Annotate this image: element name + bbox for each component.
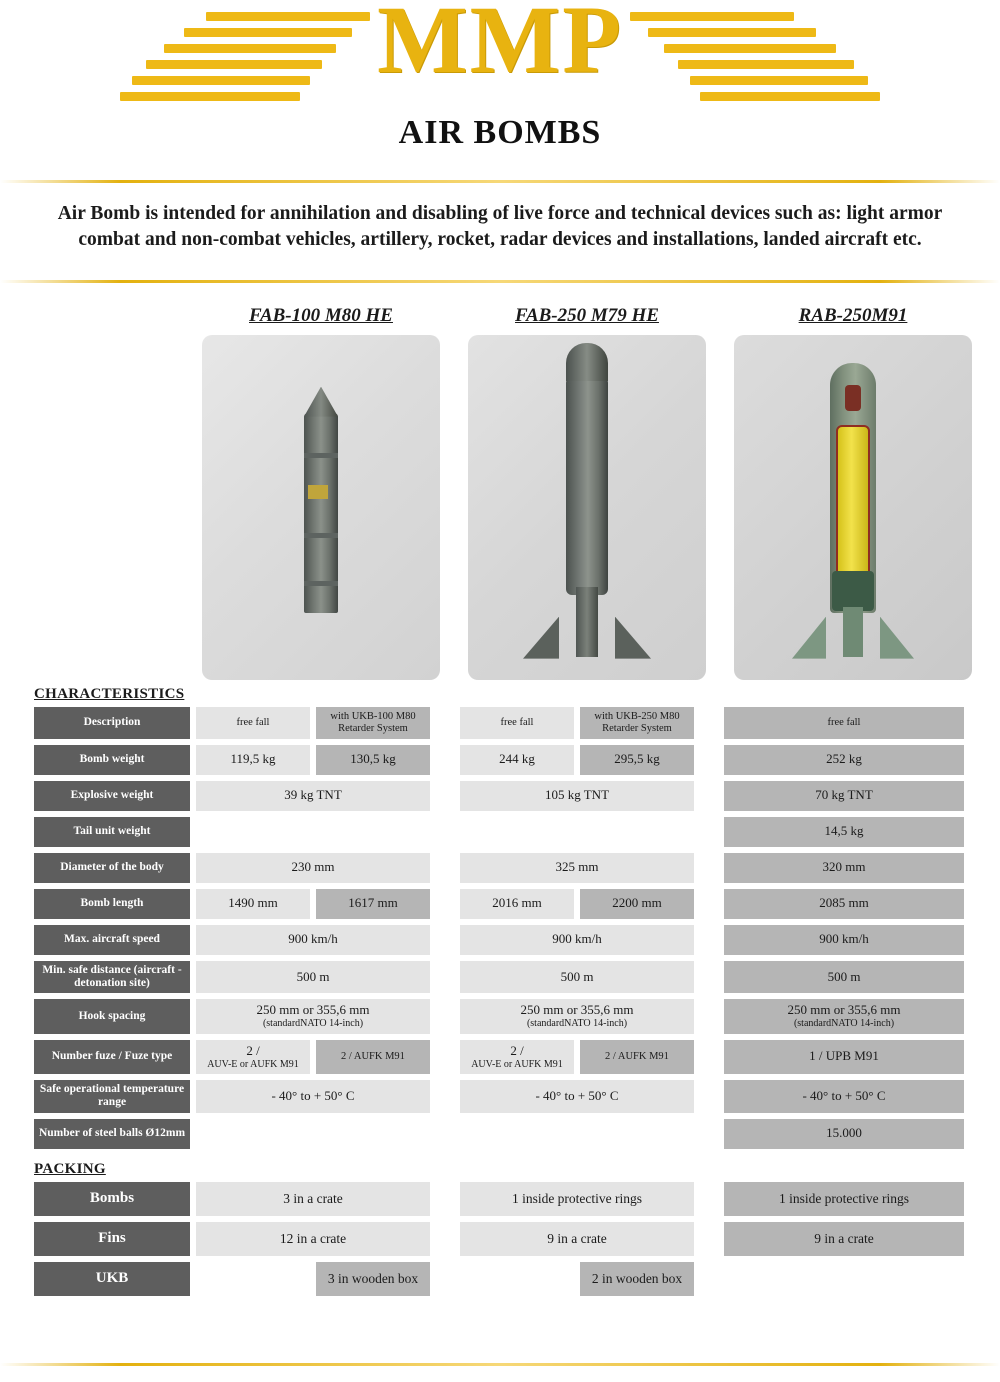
- table-row: [34, 745, 972, 775]
- row-label: UKB: [34, 1262, 190, 1296]
- cell-rab250-ukb-packing: [724, 1262, 964, 1296]
- row-label: Bomb weight: [34, 745, 190, 775]
- hook-value: 250 mm or 355,6 mm: [787, 1002, 901, 1018]
- product-photo-fab250: [468, 335, 706, 680]
- cell-rab250-explosive: 70 kg TNT: [724, 781, 964, 811]
- cell-rab250-temp: - 40° to + 50° C: [724, 1080, 964, 1112]
- cell-fab100-fuze-ukb: 2 / AUFK M91: [316, 1040, 430, 1074]
- logo-block: [0, 0, 1000, 110]
- cell-fab100-length-ukb: 1617 mm: [316, 889, 430, 919]
- product-rab250: [734, 305, 972, 680]
- table-row: [34, 817, 972, 847]
- cell-rab250-speed: 900 km/h: [724, 925, 964, 955]
- cell-fab250-ukb-packing: 2 in wooden box: [580, 1262, 694, 1296]
- cell-fab100-temp: - 40° to + 50° C: [196, 1080, 430, 1112]
- bomb-fin-left: [523, 617, 559, 659]
- cell-fab250-free-fall: free fall: [460, 707, 574, 739]
- cell-fab100-diameter: 230 mm: [196, 853, 430, 883]
- cell-fab250-fins-packing: 9 in a crate: [460, 1222, 694, 1256]
- intro-paragraph: Air Bomb is intended for annihilation and disabling of live force and technical devices such as: light armor combat and non-combat vehicles, artillery, rocket, radar devices and installations, landed aircraft etc.: [57, 203, 943, 251]
- cell-rab250-tail-weight: 14,5 kg: [724, 817, 964, 847]
- cell-fab250-weight-ukb: 295,5 kg: [580, 745, 694, 775]
- row-label: Bombs: [34, 1182, 190, 1216]
- cell-rab250-safe-distance: 500 m: [724, 961, 964, 993]
- cell-rab250-bombs-packing: 1 inside protective rings: [724, 1182, 964, 1216]
- cell-fab250-speed: 900 km/h: [460, 925, 694, 955]
- cell-rab250-free-fall: free fall: [724, 707, 964, 739]
- cell-rab250-diameter: 320 mm: [724, 853, 964, 883]
- cell-fab250-weight: 244 kg: [460, 745, 574, 775]
- row-label: Min. safe distance (aircraft - detonation site): [34, 961, 190, 993]
- hook-value: 250 mm or 355,6 mm: [520, 1002, 634, 1018]
- cell-fab100-speed: 900 km/h: [196, 925, 430, 955]
- table-row: [34, 889, 972, 919]
- table-row: [34, 1182, 972, 1216]
- product-photo-fab100: [202, 335, 440, 680]
- cell-fab250-safe-distance: 500 m: [460, 961, 694, 993]
- table-row: [34, 853, 972, 883]
- cell-fab100-bombs-packing: 3 in a crate: [196, 1182, 430, 1216]
- product-name: RAB-250M91: [798, 304, 908, 326]
- bomb-body-graphic: [566, 377, 608, 595]
- cell-fab250-ukb: with UKB-250 M80 Retarder System: [580, 707, 694, 739]
- hook-note: (standardNATO 14-inch): [526, 1018, 628, 1030]
- page-header: [0, 0, 1000, 170]
- bomb-cutaway-core: [836, 425, 870, 589]
- page-title: AIR BOMBS: [398, 114, 602, 151]
- table-row: [34, 999, 972, 1033]
- table-row: [34, 707, 972, 739]
- row-label: Fins: [34, 1222, 190, 1256]
- gold-divider-bottom: [0, 1363, 1000, 1366]
- cell-fab250-ukb-spacer: [460, 1262, 574, 1296]
- cell-fab250-fuze-ukb: 2 / AUFK M91: [580, 1040, 694, 1074]
- cell-fab250-hook: [460, 999, 694, 1033]
- cell-fab100-length: 1490 mm: [196, 889, 310, 919]
- fuze-count: 2 /: [246, 1042, 260, 1058]
- cell-fab100-ukb-packing: 3 in wooden box: [316, 1262, 430, 1296]
- table-row: [34, 1080, 972, 1112]
- bomb-tail-graphic: [843, 607, 863, 657]
- cell-rab250-fuze: 1 / UPB M91: [724, 1040, 964, 1074]
- cell-fab100-safe-distance: 500 m: [196, 961, 430, 993]
- table-row: [34, 1119, 972, 1149]
- cell-fab100-explosive: 39 kg TNT: [196, 781, 430, 811]
- bomb-nose-graphic: [845, 385, 861, 411]
- bomb-body-graphic: [304, 413, 338, 613]
- bomb-base-graphic: [832, 571, 874, 611]
- bomb-fin-left: [792, 617, 826, 659]
- cell-rab250-fins-packing: 9 in a crate: [724, 1222, 964, 1256]
- table-row: [34, 961, 972, 993]
- cell-fab250-bombs-packing: 1 inside protective rings: [460, 1182, 694, 1216]
- table-row: [34, 1222, 972, 1256]
- packing-table: [0, 1182, 1000, 1296]
- product-photo-rab250: [734, 335, 972, 680]
- cell-fab250-tail-weight: [460, 817, 694, 847]
- product-fab100: [202, 305, 440, 680]
- table-row: [34, 1040, 972, 1074]
- hook-note: (standardNATO 14-inch): [793, 1018, 895, 1030]
- row-label: Description: [34, 707, 190, 739]
- table-row: [34, 1262, 972, 1296]
- product-fab250: [468, 305, 706, 680]
- cell-fab250-temp: - 40° to + 50° C: [460, 1080, 694, 1112]
- bomb-fin-right: [615, 617, 651, 659]
- characteristics-table: [0, 707, 1000, 1149]
- characteristics-heading: CHARACTERISTICS: [34, 685, 185, 702]
- product-name: FAB-100 M80 HE: [249, 304, 393, 326]
- row-label: Safe operational temperature range: [34, 1080, 190, 1112]
- cell-rab250-length: 2085 mm: [724, 889, 964, 919]
- cell-fab250-steel-balls: [460, 1119, 694, 1149]
- cell-fab100-steel-balls: [196, 1119, 430, 1149]
- cell-fab250-diameter: 325 mm: [460, 853, 694, 883]
- fuze-type: AUV-E or AUFK M91: [471, 1058, 563, 1070]
- cell-rab250-weight: 252 kg: [724, 745, 964, 775]
- cell-fab100-fuze: [196, 1040, 310, 1074]
- cell-fab100-ukb-spacer: [196, 1262, 310, 1296]
- row-label: Number fuze / Fuze type: [34, 1040, 190, 1074]
- cell-fab100-weight-ukb: 130,5 kg: [316, 745, 430, 775]
- cell-fab100-hook: [196, 999, 430, 1033]
- table-row: [34, 925, 972, 955]
- cell-fab250-fuze: [460, 1040, 574, 1074]
- row-label: Max. aircraft speed: [34, 925, 190, 955]
- row-label: Bomb length: [34, 889, 190, 919]
- cell-fab100-fins-packing: 12 in a crate: [196, 1222, 430, 1256]
- cell-fab250-length: 2016 mm: [460, 889, 574, 919]
- fuze-type: AUV-E or AUFK M91: [207, 1058, 299, 1070]
- cell-fab100-weight: 119,5 kg: [196, 745, 310, 775]
- table-row: [34, 781, 972, 811]
- row-label: Number of steel balls Ø12mm: [34, 1119, 190, 1149]
- brand-logo-text: MMP: [377, 0, 623, 93]
- cell-fab100-ukb: with UKB-100 M80 Retarder System: [316, 707, 430, 739]
- cell-rab250-steel-balls: 15.000: [724, 1119, 964, 1149]
- hook-note: (standardNATO 14-inch): [262, 1018, 364, 1030]
- packing-heading: PACKING: [34, 1160, 106, 1177]
- fuze-count: 2 /: [510, 1042, 524, 1058]
- bomb-fin-right: [880, 617, 914, 659]
- row-label: Explosive weight: [34, 781, 190, 811]
- bomb-tail-graphic: [576, 587, 598, 657]
- cell-rab250-hook: [724, 999, 964, 1033]
- row-label: Diameter of the body: [34, 853, 190, 883]
- cell-fab100-free-fall: free fall: [196, 707, 310, 739]
- hook-value: 250 mm or 355,6 mm: [256, 1002, 370, 1018]
- cell-fab250-explosive: 105 kg TNT: [460, 781, 694, 811]
- row-label: Tail unit weight: [34, 817, 190, 847]
- row-label: Hook spacing: [34, 999, 190, 1033]
- cell-fab250-length-ukb: 2200 mm: [580, 889, 694, 919]
- product-image-row: [0, 283, 1000, 680]
- cell-fab100-tail-weight: [196, 817, 430, 847]
- product-name: FAB-250 M79 HE: [515, 304, 659, 326]
